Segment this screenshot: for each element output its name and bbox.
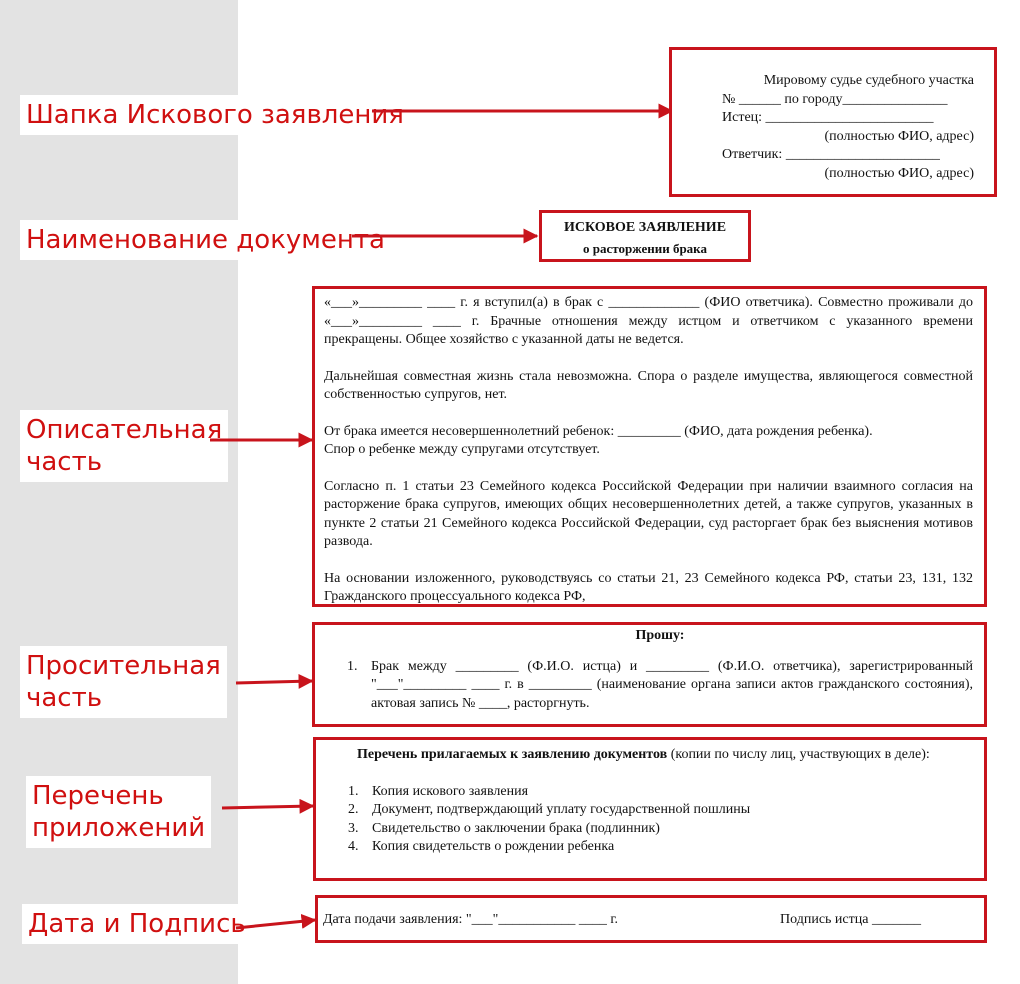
description-paragraph-law: Согласно п. 1 статьи 23 Семейного кодекса Российской Федерации при наличии взаимного согласия на расторжение брака супругов, имеющих общих несовершеннолетних детей, а также супругов, указанных в пункте 2 статьи 21 Семейного кодекса Российской Федерации, суд расторгает брак без выяснения мотивов развода. (324, 478, 973, 549)
request-title: Прошу: (635, 628, 685, 643)
label-description-line1: Описательная (26, 415, 223, 445)
document-subtitle: о расторжении брака (583, 240, 707, 256)
list-item (348, 801, 973, 820)
submission-date: Дата подачи заявления: "___"___________ ____ г. (323, 912, 619, 927)
list-item (348, 820, 973, 839)
label-request-line2: часть (26, 683, 103, 713)
request-item-text: Брак между _________ (Ф.И.О. истца) и _________ (Ф.И.О. ответчика), зарегистрированный "___"_________ ____ г. в _________ (наименование органа записи актов гражданского состояния), актовая запись № ____, расторгнуть. (371, 658, 973, 711)
label-date-signature: Дата и Подпись (22, 904, 252, 944)
description-block (312, 286, 987, 607)
list-item-text: Свидетельство о заключении брака (подлинник) (372, 820, 660, 836)
list-item-text: Документ, подтверждающий уплату государственной пошлины (372, 802, 751, 817)
list-item-number: 2. (348, 802, 359, 817)
header-block (669, 47, 997, 197)
header-line-judge: Мировому судье судебного участка (763, 73, 974, 88)
list-item-text: Копия свидетельств о рождении ребенка (372, 839, 615, 854)
request-item-number: 1. (347, 658, 358, 674)
list-item (348, 783, 973, 802)
description-paragraph-child-dispute: Спор о ребенке между супругами отсутствует. (324, 442, 600, 457)
request-item (347, 658, 973, 714)
list-item-number: 3. (348, 820, 359, 836)
attachments-heading-rest: (копии по числу лиц, участвующих в деле): (667, 747, 930, 762)
header-line-district: № ______ по городу_______________ (722, 91, 948, 107)
title-block (539, 210, 751, 262)
list-item-text: Копия искового заявления (372, 783, 529, 799)
request-block (312, 622, 987, 727)
label-attachments-line2: приложений (32, 813, 206, 843)
description-paragraph-marriage: «___»_________ ____ г. я вступил(а) в брак с _____________ (ФИО ответчика). Совместно проживали до «___»_________ ____ г. Брачные отношения между истцом и ответчиком с указанного времени прекращены. Общее хозяйство с указанной даты не ведется. (324, 295, 973, 347)
attachments-block (313, 737, 987, 881)
list-item-number: 1. (348, 783, 359, 799)
label-attachments-line1: Перечень (32, 781, 164, 811)
arrow-date-signature (236, 920, 315, 928)
attachments-heading-bold: Перечень прилагаемых к заявлению документов (357, 747, 668, 762)
header-line-plaintiff: Истец: ________________________ (722, 110, 934, 125)
description-paragraph-child: От брака имеется несовершеннолетний ребенок: _________ (ФИО, дата рождения ребенка). (324, 423, 873, 439)
header-line-plaintiff-hint: (полностью ФИО, адрес) (824, 128, 974, 144)
label-request-line1: Просительная (26, 651, 221, 681)
label-doc-name: Наименование документа (20, 220, 391, 260)
attachments-heading (325, 746, 973, 765)
label-description-line2: часть (26, 447, 103, 477)
description-paragraph-basis: На основании изложенного, руководствуясь со статьи 21, 23 Семейного кодекса РФ, статьи 23, 131, 132 Гражданского процессуального кодекса РФ, (324, 570, 973, 604)
document-title: ИСКОВОЕ ЗАЯВЛЕНИЕ (563, 220, 727, 235)
description-paragraph-property: Дальнейшая совместная жизнь стала невозможна. Спора о разделе имущества, являющегося совместной собственностью супругов, нет. (324, 368, 973, 402)
arrow-request (236, 681, 312, 683)
header-line-defendant-hint: (полностью ФИО, адрес) (824, 165, 974, 181)
signature-block (315, 895, 987, 943)
header-line-defendant: Ответчик: ______________________ (722, 147, 940, 162)
list-item-number: 4. (348, 839, 359, 854)
attachments-list (325, 783, 973, 857)
arrow-attachments (222, 806, 313, 808)
label-header: Шапка Искового заявления (20, 95, 410, 135)
plaintiff-signature: Подпись истца _______ (780, 912, 921, 927)
list-item (348, 838, 973, 857)
